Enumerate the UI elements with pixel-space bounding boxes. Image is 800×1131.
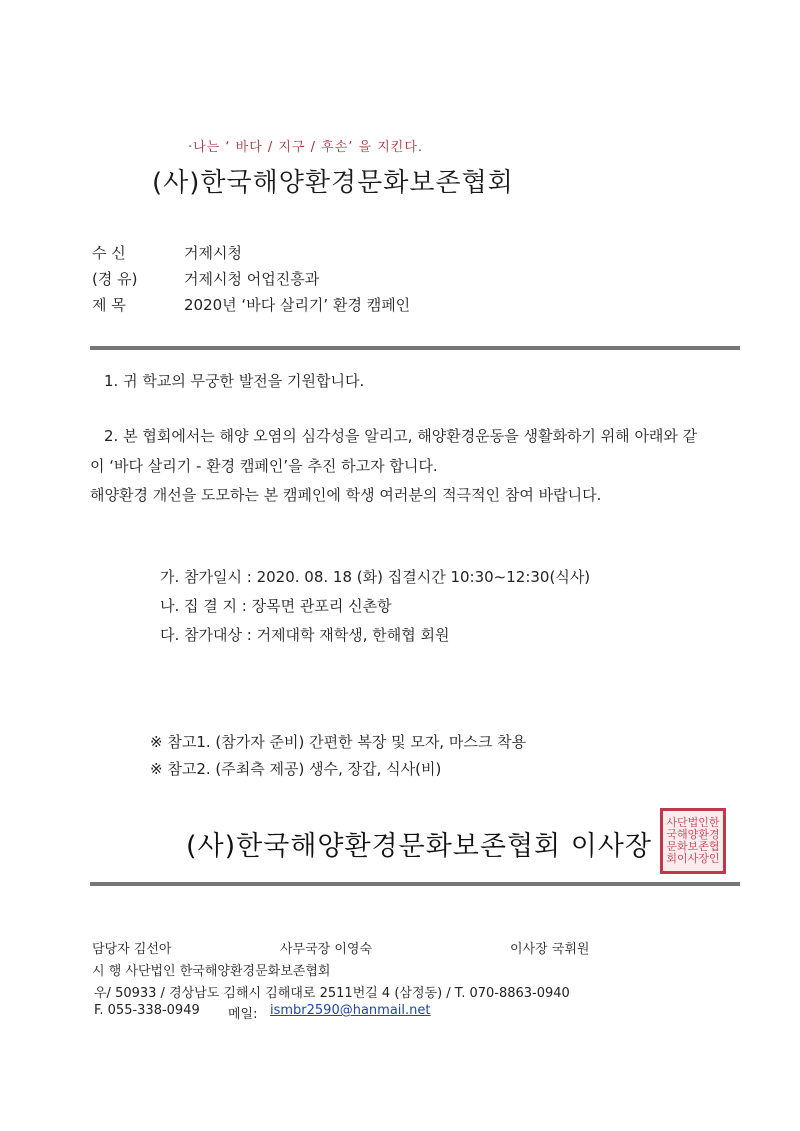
footer-email-label: 메일:	[228, 1007, 258, 1022]
footer-chairman: 이사장 국휘원	[510, 942, 590, 957]
detail-location: 나. 집 결 지 : 장목면 관포리 신촌항	[160, 597, 392, 615]
meta-via-value: 거제시청 어업진흥과	[184, 270, 320, 288]
footer-staff: 담당자 김선아	[92, 942, 172, 957]
official-seal	[660, 808, 726, 874]
note-1: ※ 참고1. (참가자 준비) 간편한 복장 및 모자, 마스크 착용	[150, 733, 527, 751]
header-divider	[90, 346, 740, 350]
seal-text: 사단법인한국해양환경문화보존협회이사장인	[666, 816, 720, 865]
footer-address: 우/ 50933 / 경상남도 김해시 김해대로 2511번길 4 (삼정동) / T. 070-8863-0940	[94, 986, 570, 1001]
meta-subject-value: 2020년 ‘바다 살리기’ 환경 캠페인	[184, 296, 411, 314]
paragraph-1: 1. 귀 학교의 무궁한 발전을 기원합니다.	[104, 372, 365, 390]
meta-subject-label: 제 목	[92, 296, 126, 314]
footer-secretary: 사무국장 이영숙	[280, 942, 373, 957]
meta-recipient-label: 수 신	[92, 244, 126, 262]
footer-fax: F. 055-338-0949	[94, 1003, 200, 1018]
organization-title: (사)한국해양환경문화보존협회	[152, 168, 514, 198]
note-2: ※ 참고2. (주최측 제공) 생수, 장갑, 식사(비)	[150, 760, 442, 778]
footer-executor: 시 행 사단법인 한국해양환경문화보존협회	[92, 964, 331, 979]
footer-divider	[90, 882, 740, 886]
meta-via-label: (경 유)	[92, 270, 138, 288]
paragraph-2-line-3: 해양환경 개선을 도모하는 본 캠페인에 학생 여러분의 적극적인 참여 바랍니다.	[90, 486, 602, 504]
paragraph-2-line-1: 2. 본 협회에서는 해양 오염의 심각성을 알리고, 해양환경운동을 생활화하기 위해 아래와 같	[104, 427, 698, 445]
paragraph-2-line-2: 이 ‘바다 살리기 - 환경 캠페인’을 추진 하고자 합니다.	[90, 457, 438, 475]
detail-date: 가. 참가일시 : 2020. 08. 18 (화) 집결시간 10:30∼12:30(식사)	[160, 568, 591, 586]
footer-email-link[interactable]: ismbr2590@hanmail.net	[270, 1003, 431, 1018]
header-slogan: ·나는 ‘ 바다 / 지구 / 후손’ 을 지킨다.	[188, 140, 424, 155]
detail-participants: 다. 참가대상 : 거제대학 재학생, 한해협 회원	[160, 626, 450, 644]
meta-recipient-value: 거제시청	[184, 244, 242, 262]
signature-org-title: (사)한국해양환경문화보존협회 이사장	[186, 831, 652, 862]
